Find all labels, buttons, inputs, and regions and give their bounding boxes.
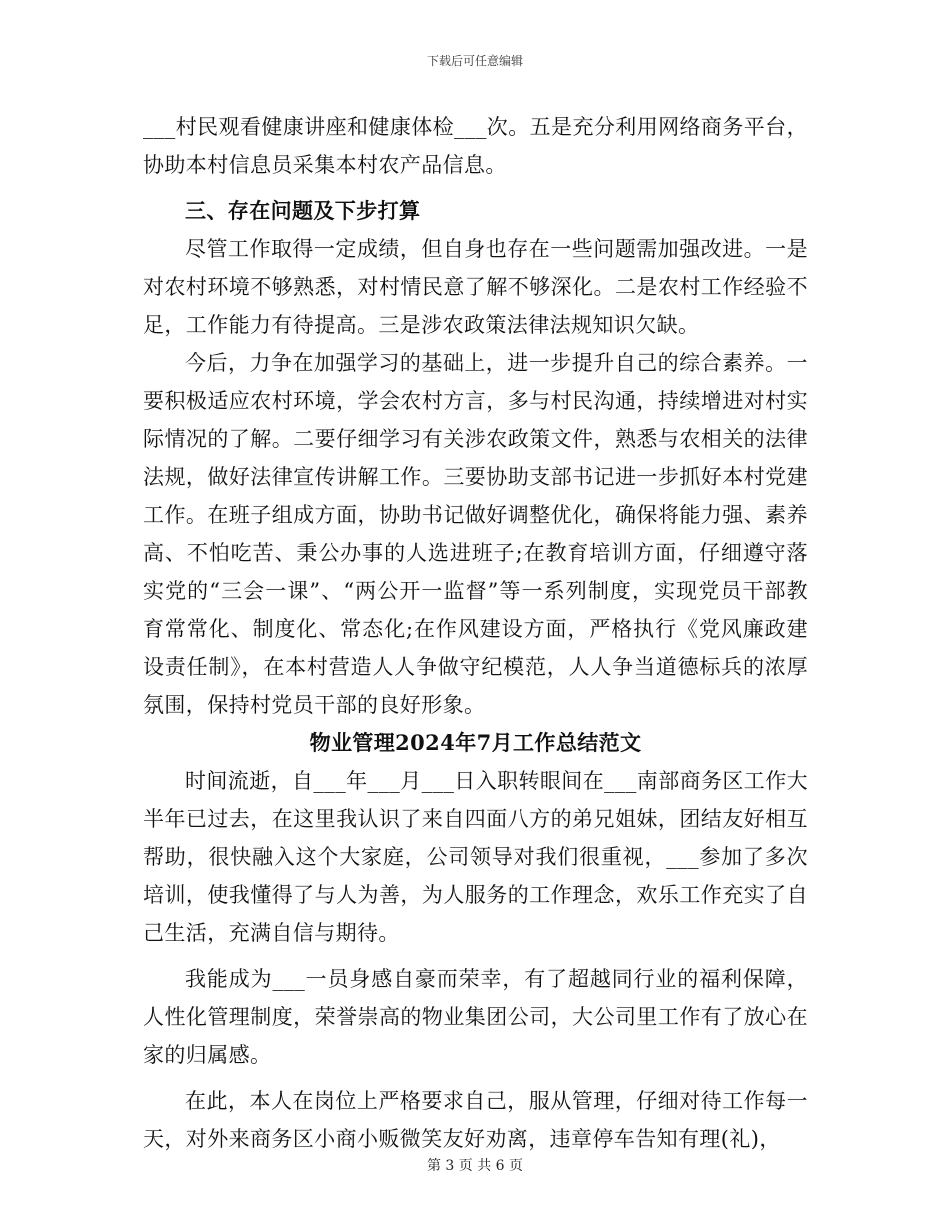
document-title: 物业管理2024年7月工作总结范文 <box>309 730 642 755</box>
section-heading: 三、存在问题及下步打算 <box>185 198 421 223</box>
paragraph-4: 时间流逝，自___年___月___日入职转眼间在___南部商务区工作大半年已过去，在这里我认识了来自四面八方的弟兄姐妹，团结友好相互帮助，很快融入这个大家庭，公司领导对我们很重视，___参加了多次培训，使我懂得了与人为善，为人服务的工作理念，欢乐工作充实了自己生活，充满自信与期待。 <box>143 769 808 945</box>
header-note: 下载后可任意编辑 <box>426 54 523 68</box>
page-number: 第 3 页 共 6 页 <box>426 1158 524 1174</box>
paragraph-2: 尽管工作取得一定成绩，但自身也存在一些问题需加强改进。一是对农村环境不够熟悉，对村情民意了解不够深化。二是农村工作经验不足，工作能力有待提高。三是涉农政策法律法规知识欠缺。 <box>143 237 808 337</box>
paragraph-6: 在此，本人在岗位上严格要求自己，服从管理，仔细对待工作每一天，对外来商务区小商小贩微笑友好劝离，违章停车告知有理(礼)， <box>143 1089 808 1151</box>
paragraph-5: 我能成为___一员身感自豪而荣幸，有了超越同行业的福利保障，人性化管理制度，荣誉崇高的物业集团公司，大公司里工作有了放心在家的归属感。 <box>143 967 808 1067</box>
paragraph-1: ___村民观看健康讲座和健康体检___次。五是充分利用网络商务平台，协助本村信息员采集本村农产品信息。 <box>143 115 808 177</box>
paragraph-3: 今后，力争在加强学习的基础上，进一步提升自己的综合素养。一要积极适应农村环境，学会农村方言，多与村民沟通，持续增进对村实际情况的了解。二要仔细学习有关涉农政策文件，熟悉与农相关的法律法规，做好法律宣传讲解工作。三要协助支部书记进一步抓好本村党建工作。在班子组成方面，协助书记做好调整优化，确保将能力强、素养高、不怕吃苦、秉公办事的人选进班子;在教育培训方面，仔细遵守落实党的“三会一课”、“两公开一监督”等一系列制度，实现党员干部教育常常化、制度化、常态化;在作风建设方面，严格执行《党风廉政建设责任制》，在本村营造人人争做守纪模范，人人争当道德标兵的浓厚氛围，保持村党员干部的良好形象。 <box>143 351 808 717</box>
document-body <box>143 108 808 1158</box>
